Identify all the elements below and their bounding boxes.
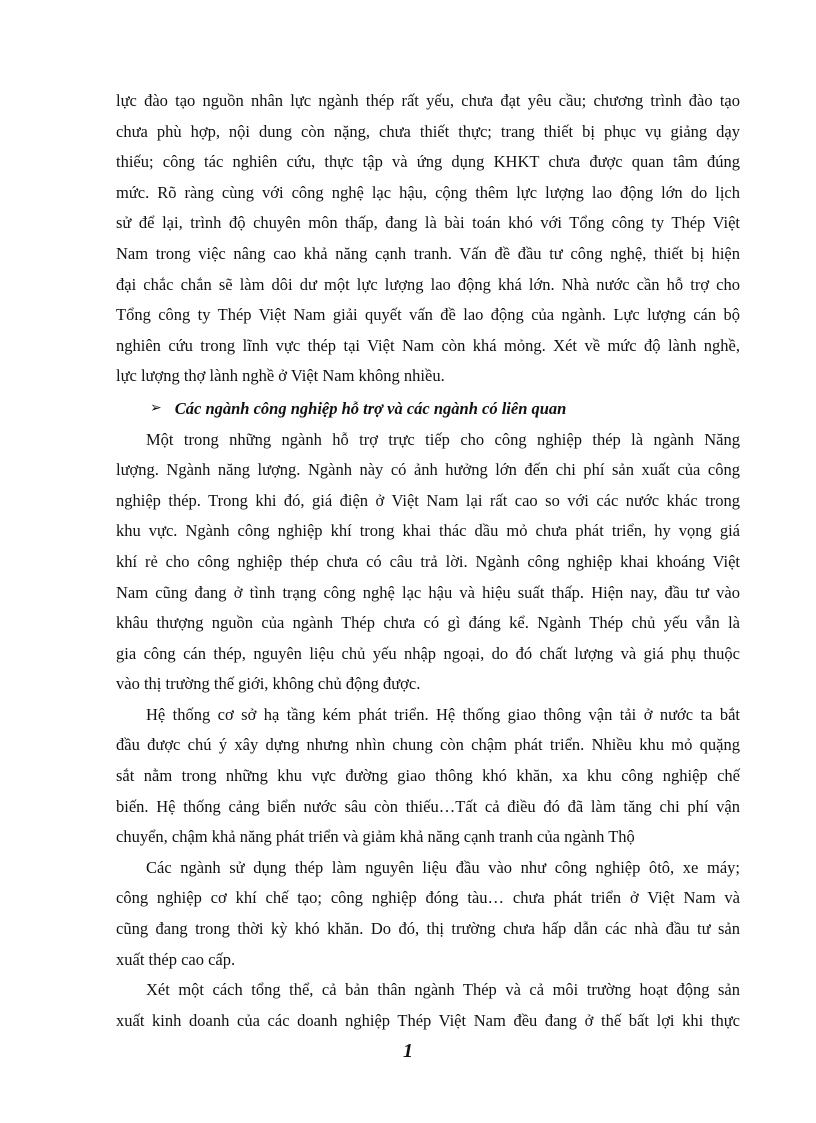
text-line: Xét một cách tổng thể, cả bản thân ngành Thép và cả môi trường hoạt động sản [146, 980, 740, 1000]
body-text [116, 86, 740, 1036]
text-line: xuất thép cao cấp. [116, 949, 236, 969]
text-line: khí rẻ cho công nghiệp thép chưa có câu trả lời. Ngành công nghiệp khai khoáng Việt [116, 551, 740, 571]
text-line: nghiệp thép. Trong khi đó, giá điện ở Việt Nam lại rất cao so với các nước khác trong [116, 490, 740, 510]
text-line: cũng đang trong thời kỳ khó khăn. Do đó, thị trường chưa hấp dẫn các nhà đầu tư sản [116, 919, 740, 939]
paragraph-overall [116, 975, 740, 1036]
text-line: đại chắc chắn sẽ làm dôi dư một lực lượng lao động khá lớn. Nhà nước cần hỗ trợ cho [116, 274, 740, 294]
text-line: Các ngành sử dụng thép làm nguyên liệu đầu vào như công nghiệp ôtô, xe máy; [146, 857, 740, 877]
text-line: xuất kinh doanh của các doanh nghiệp Thép Việt Nam đều đang ở thế bất lợi khi thực [116, 1010, 740, 1030]
paragraph-energy [116, 425, 740, 700]
text-line: sử để lại, trình độ chuyên môn thấp, đang là bài toán khó với Tổng công ty Thép Việt [116, 213, 740, 233]
text-line: vào thị trường thế giới, không chủ động được. [116, 674, 421, 694]
text-line: công nghiệp cơ khí chế tạo; công nghiệp đóng tàu… chưa phát triển ở Việt Nam và [116, 888, 740, 908]
text-line: thiếu; công tác nghiên cứu, thực tập và ứng dụng KHKT chưa được quan tâm đúng [116, 152, 740, 172]
text-line: đầu được chú ý xây dựng nhưng nhìn chung còn chậm phát triển. Nhiều khu mỏ quặng [116, 735, 740, 755]
text-line: sắt nằm trong những khu vực đường giao thông khó khăn, xa khu công nghiệp chế [116, 766, 740, 786]
text-line: lượng. Ngành năng lượng. Ngành này có ảnh hưởng lớn đến chi phí sản xuất của công [116, 460, 740, 480]
page-number: 1 [403, 1040, 413, 1062]
section-heading [116, 394, 740, 425]
text-line: Nam trong việc nâng cao khả năng cạnh tranh. Vấn đề đầu tư công nghệ, thiết bị hiện [116, 243, 740, 263]
text-line: nghiên cứu trong lĩnh vực thép tại Việt Nam còn khá mỏng. Xét về mức độ lành nghề, [116, 335, 740, 355]
text-line: lực đào tạo nguồn nhân lực ngành thép rất yếu, chưa đạt yêu cầu; chương trình đào tạo [116, 91, 740, 110]
text-line: biến. Hệ thống cảng biển nước sâu còn thiếu…Tất cả điều đó đã làm tăng chi phí vận [116, 796, 740, 816]
text-line: Tổng công ty Thép Việt Nam giải quyết vấn đề lao động của ngành. Lực lượng cán bộ [116, 305, 740, 325]
paragraph-infrastructure [116, 700, 740, 853]
text-line: Một trong những ngành hỗ trợ trực tiếp cho công nghiệp thép là ngành Năng [146, 429, 740, 449]
text-line: chuyển, chậm khả năng phát triển và giảm khả năng cạnh tranh của ngành Thộ [116, 827, 635, 847]
text-line: gia công cán thép, nguyên liệu chủ yếu nhập ngoại, do đó chất lượng và giá phụ thuộc [116, 643, 740, 663]
paragraph-steel-users [116, 853, 740, 975]
paragraph-training [116, 86, 740, 392]
section-heading-text: Các ngành công nghiệp hỗ trợ và các ngành có liên quan [174, 398, 567, 418]
text-line: Hệ thống cơ sở hạ tầng kém phát triển. Hệ thống giao thông vận tải ở nước ta bắt [146, 704, 740, 724]
text-line: khâu thượng nguồn của ngành Thép chưa có gì đáng kể. Ngành Thép chủ yếu vẫn là [116, 613, 740, 633]
arrow-bullet-icon: ➢ [150, 401, 162, 417]
text-line: chưa phù hợp, nội dung còn nặng, chưa thiết thực; trang thiết bị phục vụ giảng dạy [116, 121, 740, 141]
text-line: lực lượng thợ lành nghề ở Việt Nam không nhiều. [116, 366, 445, 386]
text-line: mức. Rõ ràng cùng với công nghệ lạc hậu, cộng thêm lực lượng lao động lớn do lịch [116, 182, 740, 202]
text-line: khu vực. Ngành công nghiệp khí trong khai thác dầu mỏ chưa phát triển, hy vọng giá [116, 521, 740, 541]
text-line: Nam cũng đang ở tình trạng công nghệ lạc hậu và hiệu suất thấp. Hiện nay, đầu tư vào [116, 582, 740, 602]
